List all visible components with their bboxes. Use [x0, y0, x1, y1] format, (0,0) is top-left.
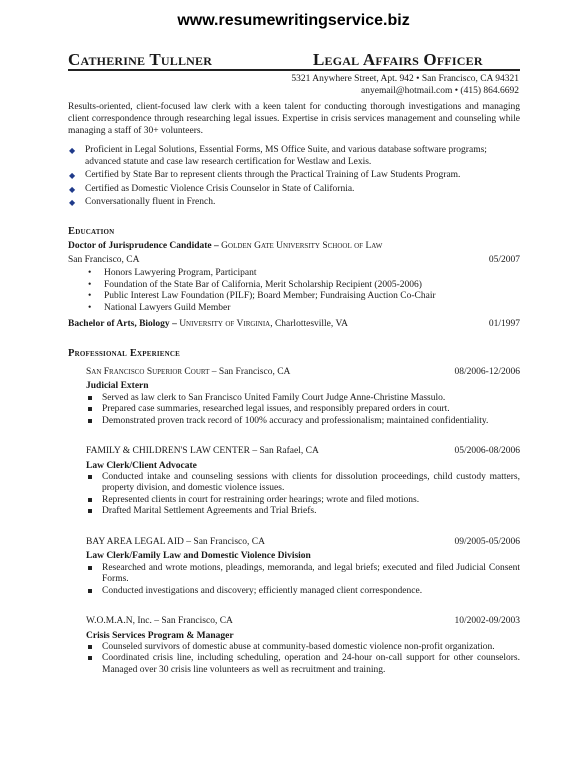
- list-item: Prepared case summaries, researched legal issues, and responsibly prepared orders in court.: [86, 404, 520, 415]
- contact-line: anyemail@hotmail.com • (415) 864.6692: [361, 86, 519, 96]
- list-item: Counseled survivors of domestic abuse at community-based domestic violence non-profit organization.: [86, 642, 520, 653]
- highlight-item: ◆ Conversationally fluent in French.: [69, 197, 216, 207]
- employer-name: San Francisco Superior Court: [86, 367, 210, 377]
- employer-name: W.O.M.A.N, Inc.: [86, 616, 152, 626]
- job-title: Legal Affairs Officer: [313, 50, 483, 69]
- highlight-item: ◆ Proficient in Legal Solutions, Essential Forms, MS Office Suite, and various database software programs; advanced statute and case law research certification for Westlaw and Lexis.: [69, 145, 487, 167]
- list-item: Drafted Marital Settlement Agreements and Trial Briefs.: [86, 506, 520, 517]
- job-role: Judicial Extern: [86, 381, 149, 391]
- degree-jd-location-line: [68, 254, 520, 266]
- degree-jd-line: Doctor of Jurisprudence Candidate – Golden Gate University School of Law: [68, 241, 383, 251]
- list-item: • Honors Lawyering Program, Participant: [88, 268, 257, 278]
- employer-line: W.O.M.A.N, Inc. – San Francisco, CA 10/2002-09/2003: [86, 616, 520, 626]
- list-item: Demonstrated proven track record of 100% accuracy and professionalism; maintained confidentiality.: [86, 416, 520, 427]
- employer-name: BAY AREA LEGAL AID: [86, 537, 184, 547]
- list-item: Researched and wrote motions, pleadings, memoranda, and legal briefs; executed and filed Judicial Consent Forms.: [86, 563, 520, 586]
- job-duties-list: [86, 563, 520, 597]
- employment-dates: 09/2005-05/2006: [454, 537, 520, 547]
- job-duties-list: [86, 642, 520, 676]
- employment-dates: 08/2006-12/2006: [454, 367, 520, 377]
- employer-location: San Francisco, CA: [218, 367, 291, 377]
- degree-ba: Bachelor of Arts, Biology: [68, 319, 170, 329]
- address: 5321 Anywhere Street, Apt. 942 • San Francisco, CA 94321: [291, 74, 519, 84]
- header-rule: [68, 69, 520, 71]
- website-url[interactable]: www.resumewritingservice.biz: [177, 12, 410, 29]
- job-duties-list: [86, 393, 520, 427]
- list-item: Conducted investigations and discovery; efficiently managed client correspondence.: [86, 586, 520, 597]
- diamond-bullet-icon: ◆: [69, 198, 76, 207]
- diamond-bullet-icon: ◆: [69, 184, 76, 194]
- employer-name: FAMILY & CHILDREN'S LAW CENTER: [86, 446, 250, 456]
- highlight-item: ◆ Certified as Domestic Violence Crisis Counselor in State of California.: [69, 183, 355, 194]
- jd-activities-list: [88, 268, 508, 314]
- employment-dates: 10/2002-09/2003: [454, 616, 520, 626]
- school-jd-location: San Francisco, CA: [68, 255, 140, 265]
- employer-location: San Francisco, CA: [193, 537, 265, 547]
- job-duties-list: [86, 472, 520, 517]
- list-item: Represented clients in court for restraining order hearings; wrote and filed motions.: [86, 495, 520, 506]
- summary-paragraph: Results-oriented, client-focused law clerk with a keen talent for conducting thorough investigations and managing client correspondence through researching legal issues. Expertise in crisis services management and counseling while managing a staff of 30+ volunteers.: [68, 102, 520, 136]
- list-item: • National Lawyers Guild Member: [88, 302, 231, 313]
- candidate-name: Catherine Tullner: [68, 50, 213, 69]
- list-item: • Public Interest Law Foundation (PILF); Board Member; Fundraising Auction Co-Chair: [88, 291, 436, 301]
- list-item: Coordinated crisis line, including scheduling, operation and 24-hour on-call support for other counselors. Managed over 30 crisis line volunteers as well as recruitment and training.: [86, 653, 520, 676]
- school-ba-location: Charlottesville, VA: [274, 319, 348, 329]
- job-role: Law Clerk/Family Law and Domestic Violence Division: [86, 551, 311, 561]
- diamond-bullet-icon: ◆: [69, 146, 76, 155]
- job-role: Law Clerk/Client Advocate: [86, 461, 197, 471]
- list-item: • Foundation of the State Bar of California, Merit Scholarship Recipient (2005-2006): [88, 279, 422, 290]
- employer-line: BAY AREA LEGAL AID – San Francisco, CA 09/2005-05/2006: [86, 537, 520, 547]
- school-jd: Golden Gate University School of Law: [221, 241, 383, 251]
- employer-line: San Francisco Superior Court – San Francisco, CA 08/2006-12/2006: [86, 367, 520, 377]
- employer-location: San Francisco, CA: [161, 616, 233, 626]
- list-item: Conducted intake and counseling sessions with clients for dissolution proceedings, child custody matters, property division, and domestic violence issues.: [86, 472, 520, 495]
- diamond-bullet-icon: ◆: [69, 171, 76, 180]
- highlights-list: [68, 145, 520, 209]
- degree-ba-line: Bachelor of Arts, Biology – University of Virginia, Charlottesville, VA 01/1997: [68, 319, 520, 329]
- list-item: Served as law clerk to San Francisco United Family Court Judge Anne-Christine Massulo.: [86, 393, 520, 404]
- degree-jd: Doctor of Jurisprudence Candidate: [68, 241, 212, 251]
- employment-dates: 05/2006-08/2006: [454, 446, 520, 456]
- education-heading: Education: [68, 226, 115, 237]
- degree-jd-date: 05/2007: [488, 255, 520, 265]
- job-role: Crisis Services Program & Manager: [86, 631, 234, 641]
- degree-ba-date: 01/1997: [488, 319, 520, 329]
- employer-line: FAMILY & CHILDREN'S LAW CENTER – San Rafael, CA 05/2006-08/2006: [86, 446, 520, 456]
- experience-heading: Professional Experience: [68, 348, 181, 359]
- highlight-item: ◆ Certified by State Bar to represent clients through the Practical Training of Law Students Program.: [69, 170, 461, 180]
- employer-location: San Rafael, CA: [259, 446, 319, 456]
- school-ba: University of Virginia: [179, 319, 271, 329]
